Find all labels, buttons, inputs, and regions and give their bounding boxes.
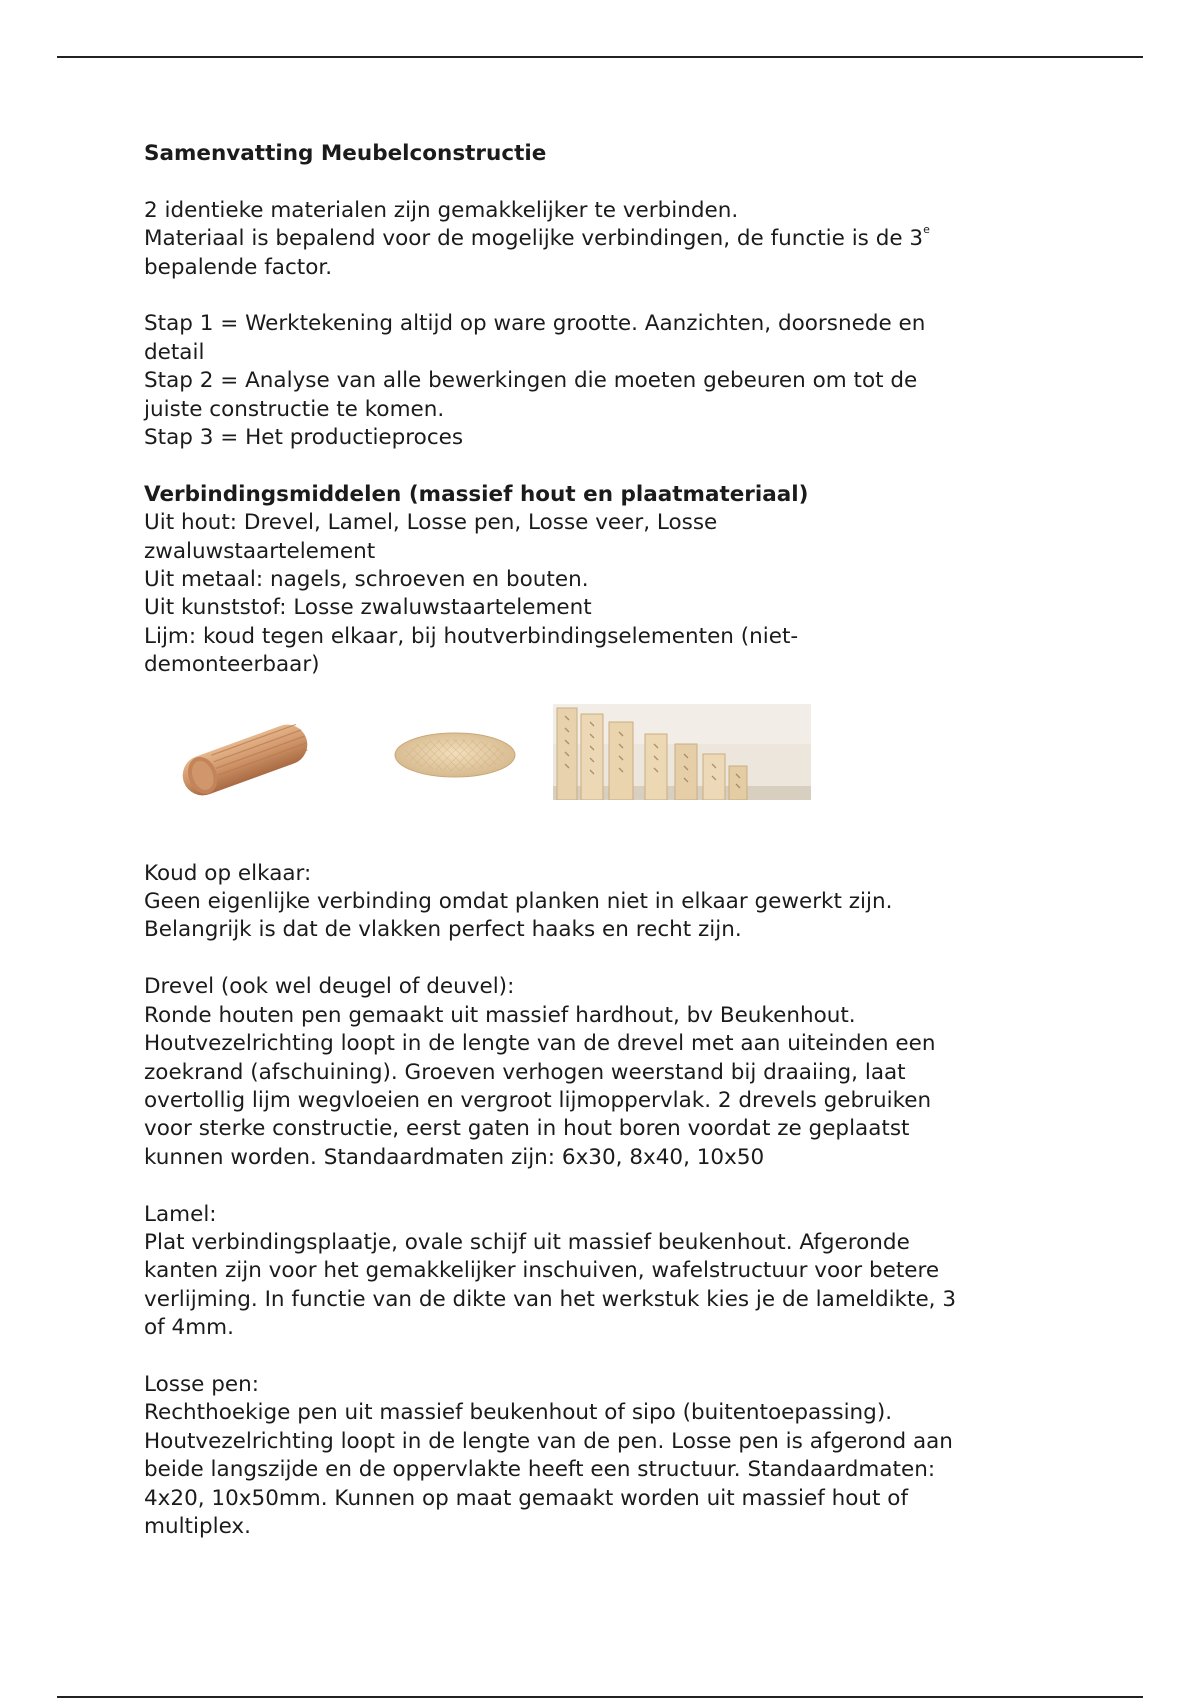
superscript: e <box>923 223 930 237</box>
spacer <box>144 168 1079 196</box>
lamel-line: kanten zijn voor het gemakkelijker inschuiven, wafelstructuur voor betere <box>144 1258 940 1284</box>
top-rule <box>57 56 1143 58</box>
drevel-line: kunnen worden. Standaardmaten zijn: 6x30, 8x40, 10x50 <box>144 1144 765 1170</box>
drevel-line: Drevel (ook wel deugel of deuvel): <box>144 974 515 1000</box>
spacer <box>144 282 1079 310</box>
section-line: Uit hout: Drevel, Lamel, Losse pen, Losse veer, Losse <box>144 510 718 536</box>
intro-line: bepalende factor. <box>144 254 333 280</box>
losse-pen-line: 4x20, 10x50mm. Kunnen op maat gemaakt worden uit massief hout of <box>144 1485 909 1511</box>
lamel-line: of 4mm. <box>144 1315 234 1341</box>
step-line: detail <box>144 339 205 365</box>
drevel-line: Houtvezelrichting loopt in de lengte van de drevel met aan uiteinden een <box>144 1031 936 1057</box>
document-title: Samenvatting Meubelconstructie <box>144 141 547 166</box>
lamel-line: Lamel: <box>144 1201 217 1227</box>
dowel-image <box>170 714 320 806</box>
step-line: Stap 2 = Analyse van alle bewerkingen die moeten gebeuren om tot de <box>144 368 918 394</box>
spacer <box>144 945 1079 973</box>
koud-line: Koud op elkaar: <box>144 860 312 886</box>
step-line: Stap 1 = Werktekening altijd op ware grootte. Aanzichten, doorsnede en <box>144 311 926 337</box>
koud-line: Geen eigenlijke verbinding omdat planken niet in elkaar gewerkt zijn. <box>144 889 893 915</box>
drevel-line: Ronde houten pen gemaakt uit massief hardhout, bv Beukenhout. <box>144 1002 856 1028</box>
loose-pens-image <box>553 704 811 800</box>
section-line: Uit metaal: nagels, schroeven en bouten. <box>144 567 589 593</box>
step-line: juiste constructie te komen. <box>144 396 445 422</box>
intro-line: 2 identieke materialen zijn gemakkelijker te verbinden. <box>144 197 739 223</box>
losse-pen-line: Rechthoekige pen uit massief beukenhout of sipo (buitentoepassing). <box>144 1400 893 1426</box>
section-heading: Verbindingsmiddelen (massief hout en plaatmateriaal) <box>144 481 809 507</box>
spacer <box>144 1172 1079 1200</box>
koud-line: Belangrijk is dat de vlakken perfect haaks en recht zijn. <box>144 917 742 943</box>
section-line: Lijm: koud tegen elkaar, bij houtverbindingselementen (niet- <box>144 623 799 649</box>
lamel-line: verlijming. In functie van de dikte van het werkstuk kies je de lameldikte, 3 <box>144 1286 957 1312</box>
bottom-rule <box>57 1696 1143 1698</box>
losse-pen-line: multiplex. <box>144 1513 251 1539</box>
document-page <box>144 140 1079 1541</box>
step-line: Stap 3 = Het productieproces <box>144 425 464 451</box>
spacer <box>144 452 1079 480</box>
section-line: demonteerbaar) <box>144 652 320 678</box>
intro-line-text: Materiaal is bepalend voor de mogelijke verbindingen, de functie is de 3 <box>144 226 924 252</box>
drevel-line: zoekrand (afschuining). Groeven verhogen weerstand bij draaiing, laat <box>144 1059 906 1085</box>
lamel-line: Plat verbindingsplaatje, ovale schijf uit massief beukenhout. Afgeronde <box>144 1229 910 1255</box>
drevel-line: overtollig lijm wegvloeien en vergroot lijmoppervlak. 2 drevels gebruiken <box>144 1087 932 1113</box>
biscuit-image <box>392 728 518 780</box>
spacer <box>144 1343 1079 1371</box>
section-line: Uit kunststof: Losse zwaluwstaartelement <box>144 595 592 621</box>
losse-pen-line: Losse pen: <box>144 1371 259 1397</box>
losse-pen-line: beide langszijde en de oppervlakte heeft een structuur. Standaardmaten: <box>144 1457 936 1483</box>
connector-images <box>144 706 1079 804</box>
drevel-line: voor sterke constructie, eerst gaten in hout boren voordat ze geplaatst <box>144 1116 910 1142</box>
section-line: zwaluwstaartelement <box>144 538 376 564</box>
intro-line-with-sup <box>144 225 1079 253</box>
losse-pen-line: Houtvezelrichting loopt in de lengte van de pen. Losse pen is afgerond aan <box>144 1428 953 1454</box>
